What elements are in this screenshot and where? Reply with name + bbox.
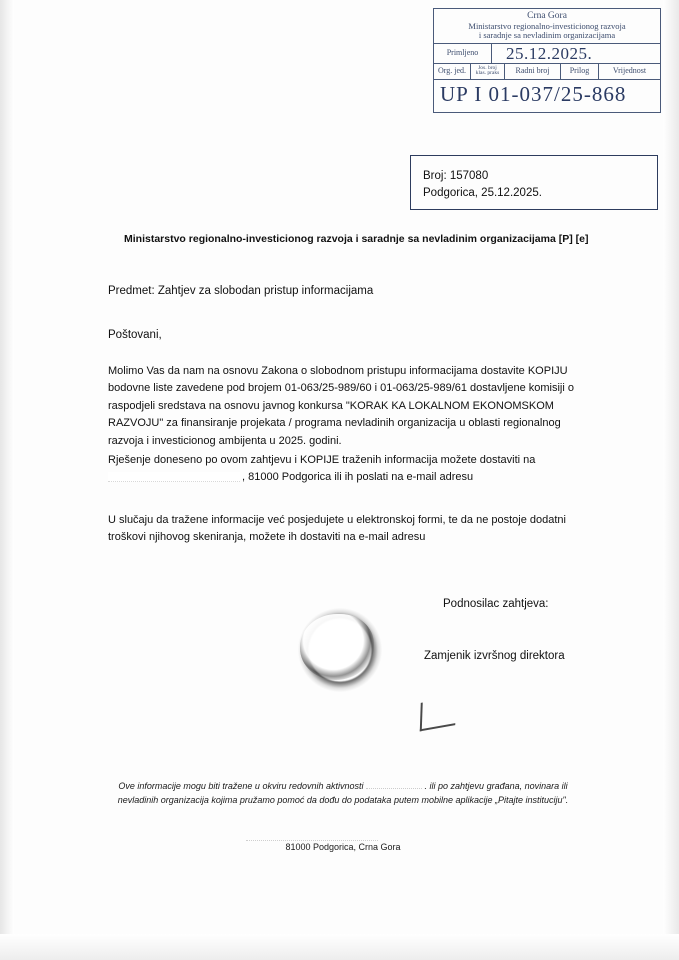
stamp-columns-row: [434, 63, 660, 79]
footer-address: 81000 Podgorica, Crna Gora: [285, 842, 401, 852]
body-paragraph-2: [108, 452, 592, 487]
footer-note-text-a: Ove informacije mogu biti tražene u okviru redovnih aktivnosti: [118, 781, 364, 791]
scan-edge-right: [663, 0, 679, 960]
scan-edge-bottom: [0, 934, 679, 960]
subject-line: Predmet: Zahtjev za slobodan pristup informacijama: [108, 285, 374, 297]
reception-stamp: [433, 8, 661, 113]
stamp-registry-number: UP I 01-037/25-868: [434, 79, 660, 112]
stamp-received-label: Primljeno: [434, 44, 492, 63]
body-paragraph-3-text: U slučaju da tražene informacije već posjedujete u elektronskoj formi, te da ne postoje dodatni troškovi njihovog skeniranja, možete ih dostaviti na e-mail adresu: [108, 514, 566, 544]
redacted-address: [108, 472, 240, 482]
addressee: Ministarstvo regionalno-investicionog razvoja i saradnje sa nevladinim organizacijama [P] [e]: [124, 233, 589, 245]
body-paragraph-3: [108, 512, 592, 547]
footer-note: [108, 780, 578, 807]
stamp-header: [434, 9, 660, 43]
stamp-ministry-line-1: Ministarstvo regionalno-investicionog razvoja: [468, 20, 626, 31]
stamp-column-org-jed: Org. jed.: [434, 64, 471, 79]
signatory-title: Zamjenik izvršnog direktora: [424, 650, 565, 662]
document-number-box: [410, 155, 658, 210]
stamp-ministry-line-2: i saradnje sa nevladinim organizacijama: [478, 30, 616, 41]
stamp-column-radni-broj: Radni broj: [505, 64, 561, 79]
salutation: Poštovani,: [108, 329, 162, 341]
body-paragraph-2-text-a: Rješenje doneseno po ovom zahtjevu i KOPIJE traženih informacija možete dostaviti na: [108, 454, 536, 466]
stamp-received-date: 25.12.2025.: [506, 43, 593, 63]
footer-note-text-b: . ili po zahtjevu građana, novinara ili nevladinih organizacija kojima pružamo pomoć da dođu do podataka putem mobilne aplikacije „Pitajte instituciju".: [117, 781, 569, 805]
stamp-column-jos-broj: Jos. broj klas. praks: [471, 64, 505, 79]
footer-redacted-span: [366, 781, 422, 789]
footer-redacted-address: [246, 832, 378, 841]
signature-label: Podnosilac zahtjeva:: [443, 598, 549, 610]
scan-edge-left: [0, 0, 14, 960]
document-place-date: Podgorica, 25.12.2025.: [423, 186, 542, 199]
stamp-received-row: [434, 43, 660, 63]
body-paragraph-2-text-b: , 81000 Podgorica ili ih poslati na e-mail adresu: [242, 471, 474, 484]
document-number: Broj: 157080: [423, 170, 489, 182]
body-paragraph-1: Molimo Vas da nam na osnovu Zakona o slobodnom pristupu informacijama dostavite KOPIJU bodovne liste zavedene pod brojem 01-063/25-989/60 i 01-063/25-989/61 dostavljene komisiji o raspodjeli sredstava na osnovu javnog konkursa "KORAK KA LOKALNOM EKONOMSKOM RAZVOJU" za finansiranje projekata / programa nevladinih organizacija u oblasti regionalnog razvoja i investicionog ambijenta u 2025. godini.: [108, 365, 574, 447]
stamp-country: Crna Gora: [527, 11, 567, 21]
handwritten-signature-stroke: [420, 697, 456, 732]
stamp-column-vrijednost: Vrijednost: [612, 66, 647, 76]
stamp-column-prilog: Prilog: [561, 64, 599, 79]
